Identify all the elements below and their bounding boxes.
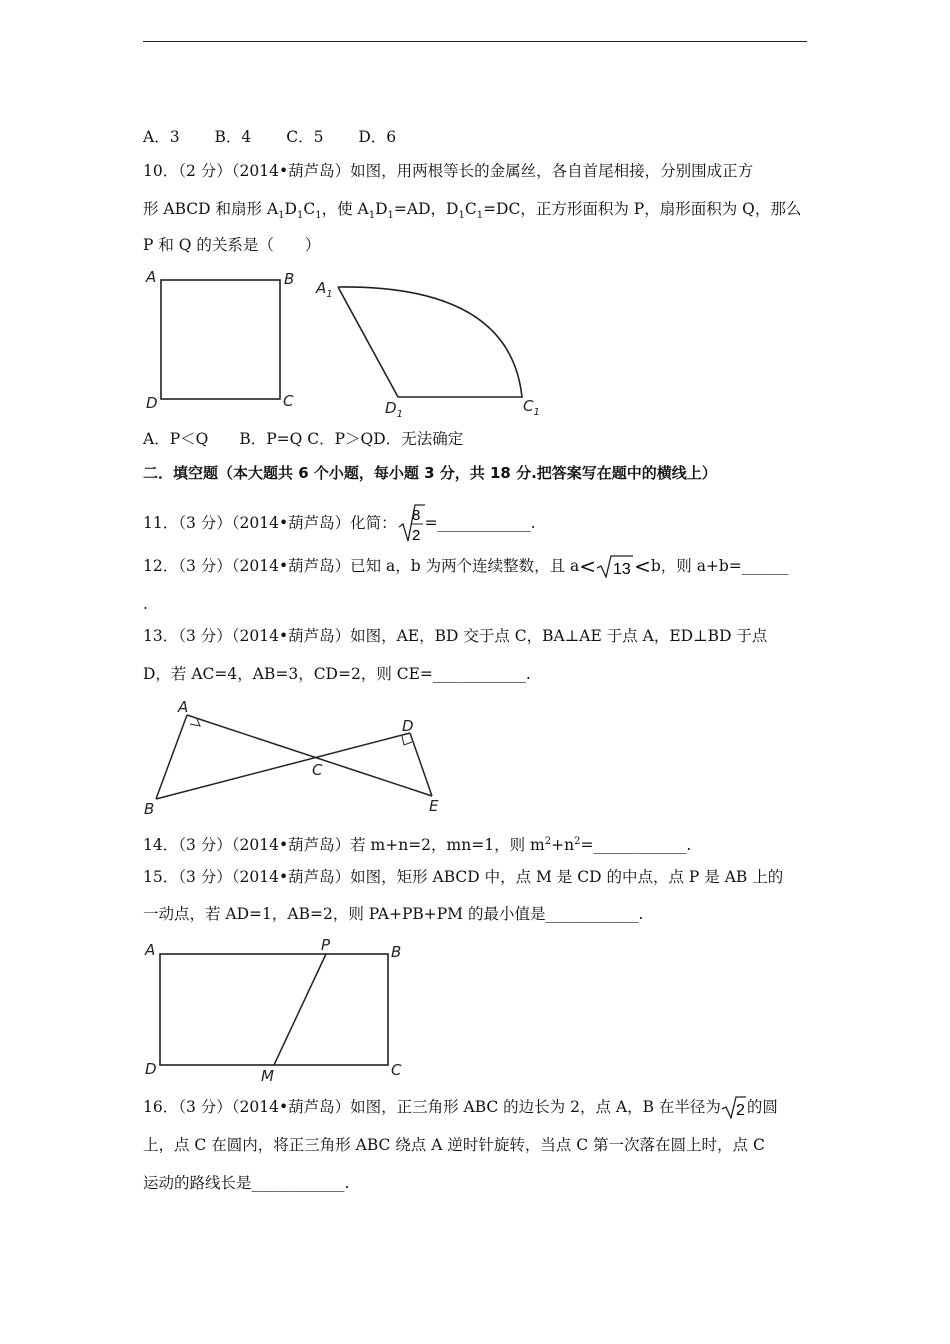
q10-stem-line1: 10．（2 分）（2014•葫芦岛）如图，用两根等长的金属丝，各自首尾相接，分别围成正方 bbox=[143, 162, 754, 180]
q13-label-c: C bbox=[312, 761, 323, 779]
q10-figure bbox=[140, 265, 560, 420]
q15-label-b: B bbox=[391, 943, 402, 961]
q13-line2: D，若 AC=4，AB=3，CD=2，则 CE=____________. bbox=[143, 665, 531, 683]
q13-figure bbox=[140, 695, 450, 820]
sector-a1d1c1 bbox=[338, 287, 522, 397]
q15-label-c: C bbox=[391, 1061, 402, 1079]
q16-sqrt-2 bbox=[721, 1095, 747, 1119]
q9-option-a: A．3 bbox=[143, 128, 180, 146]
q16-line1: 16．（3 分）（2014•葫芦岛）如图，正三角形 ABC 的边长为 2，点 A，B 在半径为 2 的圆 bbox=[143, 1095, 778, 1121]
rectangle-abcd bbox=[160, 954, 388, 1065]
svg-text:2: 2 bbox=[411, 527, 420, 543]
q9-options bbox=[143, 127, 396, 147]
q9-option-b: B．4 bbox=[214, 128, 252, 146]
q11-sqrt-fraction bbox=[397, 503, 425, 543]
q10-label-c1: $C_1$ bbox=[523, 397, 540, 418]
square-abcd bbox=[161, 280, 280, 399]
q13-line1: 13．（3 分）（2014•葫芦岛）如图，AE，BD 交于点 C，BA⊥AE 于点 A，ED⊥BD 于点 bbox=[143, 627, 768, 645]
q13-label-e: E bbox=[429, 797, 439, 815]
q16-line3: 运动的路线长是____________. bbox=[143, 1174, 350, 1192]
section-2-title: 二．填空题（本大题共 6 个小题，每小题 3 分，共 18 分.把答案写在题中的横线上） bbox=[143, 464, 717, 482]
q10-label-c: C bbox=[283, 392, 294, 410]
q15-label-d: D bbox=[145, 1060, 157, 1078]
q10-stem-line3: P 和 Q 的关系是（ ） bbox=[143, 236, 321, 254]
q16-line2: 上，点 C 在圆内，将正三角形 ABC 绕点 A 逆时针旋转，当点 C 第一次落在圆上时，点 C bbox=[143, 1136, 765, 1154]
q10-label-d: D bbox=[146, 394, 158, 412]
q9-option-c: C．5 bbox=[286, 128, 324, 146]
q15-line1: 15．（3 分）（2014•葫芦岛）如图，矩形 ABCD 中，点 M 是 CD 的中点，点 P 是 AB 上的 bbox=[143, 868, 784, 886]
segment-pm bbox=[274, 954, 326, 1065]
q13-label-d: D bbox=[402, 717, 414, 735]
q12-continuation: . bbox=[143, 595, 148, 613]
q11: 11．（3 分）（2014•葫芦岛）化简： 8 2 =____________. bbox=[143, 503, 536, 543]
q15-label-p: P bbox=[321, 936, 331, 954]
q10-label-a: A bbox=[146, 268, 157, 286]
q10-options: A．P＜Q B．P=Q C．P＞QD．无法确定 bbox=[143, 430, 464, 448]
q10-label-d1: $D_1$ bbox=[385, 399, 403, 420]
q13-label-b: B bbox=[144, 800, 155, 818]
svg-text:8: 8 bbox=[411, 507, 420, 524]
right-angle-d bbox=[402, 736, 412, 745]
q15-label-m: M bbox=[261, 1067, 274, 1085]
svg-text:13: 13 bbox=[613, 561, 631, 578]
q10-stem-line2: 形 ABCD 和扇形 $A_1D_1C_1$，使 $A_1D_1=AD$，$D_1C_1=DC$，正方形面积为 P，扇形面积为 Q，那么 bbox=[143, 200, 802, 222]
svg-text:2: 2 bbox=[735, 1102, 745, 1119]
q13-label-a: A bbox=[178, 698, 189, 716]
q14: 14．（3 分）（2014•葫芦岛）若 m+n=2，mn=1，则 $m^2+n^2=\_\_\_\_\_\_\_\_\_\_\_\_$. bbox=[143, 836, 692, 855]
q10-label-a1: $A_1$ bbox=[316, 279, 333, 300]
q12-sqrt-13 bbox=[596, 554, 634, 578]
q15-label-a: A bbox=[145, 941, 156, 959]
q9-option-d: D．6 bbox=[358, 128, 397, 146]
q10-label-b: B bbox=[284, 270, 295, 288]
q15-figure bbox=[140, 935, 410, 1085]
q12: 12．（3 分）（2014•葫芦岛）已知 a，b 为两个连续整数，且 a< 13 <b，则 a+b=______ bbox=[143, 554, 789, 578]
right-angle-a bbox=[190, 719, 200, 726]
q15-line2: 一动点，若 AD=1，AB=2，则 PA+PB+PM 的最小值是____________. bbox=[143, 905, 644, 923]
header-rule bbox=[143, 41, 807, 42]
